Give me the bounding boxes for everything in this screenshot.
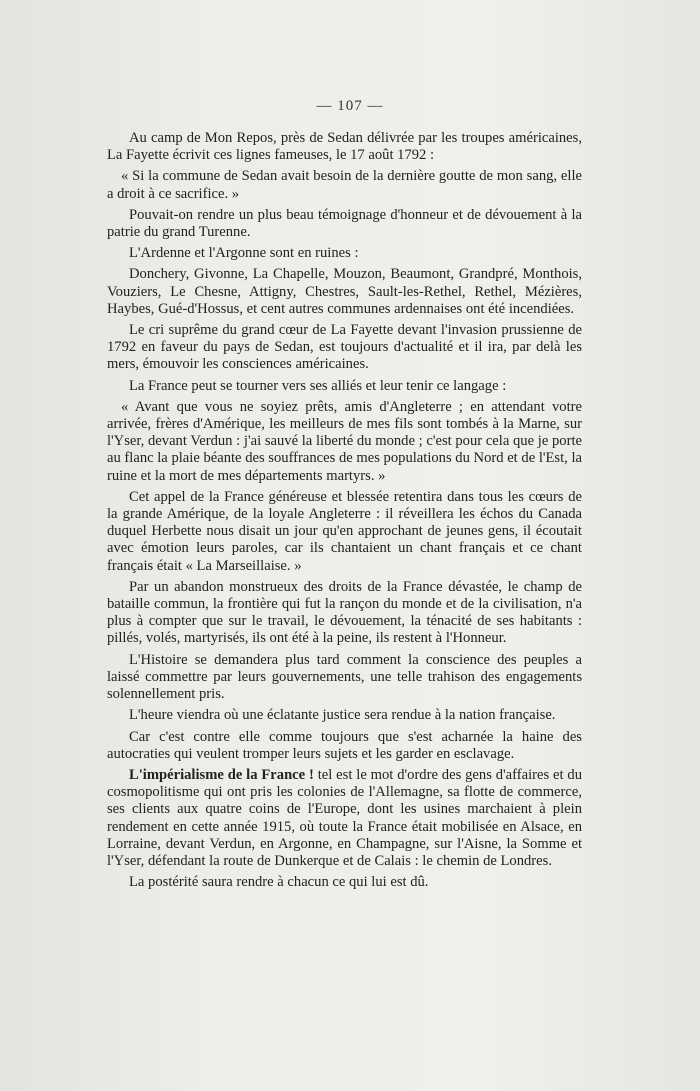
- paragraph-communes-list: Donchery, Givonne, La Chapelle, Mouzon, Beaumont, Grandpré, Monthois, Vouziers, Le Chesne, Attigny, Chestres, Sault-les-Rethel, Rethel, Mézières, Haybes, Gué-d'Hossus, et cent autres communes ardennaises ont été incendiées.: [107, 266, 582, 317]
- paragraph-imperialism: [107, 767, 582, 870]
- body-text: [107, 130, 582, 895]
- page-number: — 107 —: [316, 98, 384, 114]
- paragraph-france-allies: La France peut se tourner vers ses alliés et leur tenir ce langage :: [129, 377, 507, 394]
- quote-lafayette: « Si la commune de Sedan avait besoin de la dernière goutte de mon sang, elle a droit à ce sacrifice. »: [107, 168, 582, 202]
- paragraph-posterity: La postérité saura rendre à chacun ce qui lui est dû.: [129, 874, 429, 891]
- paragraph-supreme-cry: Le cri suprême du grand cœur de La Fayette devant l'invasion prussienne de 1792 en faveur du pays de Sedan, est toujours d'actualité et il ira, par delà les mers, émouvoir les consciences américaines.: [107, 322, 582, 373]
- paragraph-autocracies: Car c'est contre elle comme toujours que s'est acharnée la haine des autocraties qui veulent tromper leurs sujets et les garder en esclavage.: [107, 728, 582, 762]
- quote-france-speech: « Avant que vous ne soyiez prêts, amis d'Angleterre ; en attendant votre arrivée, frères d'Amérique, les meilleurs de mes fils sont tombés à la Marne, sur l'Yser, devant Verdun : j'ai sauvé la liberté du monde ; c'est pour cela que je porte au flanc la plaie béante des souffrances de mes populations du Nord et de l'Est, la ruine et la mort de mes départements martyrs. »: [107, 398, 582, 484]
- paragraph-lafayette-camp: Au camp de Mon Repos, près de Sedan délivrée par les troupes américaines, La Fayette écrivit ces lignes fameuses, le 17 août 1792 :: [107, 130, 582, 164]
- paragraph-appeal: Cet appel de la France généreuse et blessée retentira dans tous les cœurs de la grande Amérique, de la loyale Angleterre : il réveillera les échos du Canada duquel Herbette nous disait un jour qu'en approchant de jeunes gens, il écoutait avec émotion leurs paroles, car ils chantaient un chant français et ce chant français était « La Marseillaise. »: [107, 488, 582, 574]
- imperialism-rest: tel est le mot d'ordre des gens d'affaires et du cosmopolitisme qui ont pris les colonies de l'Allemagne, sa flotte de commerce, ses clients aux quatre coins de l'Europe, dont les usines marchaient à plein rendement en cette année 1915, où toute la France était mobilisée en Alsace, en Lorraine, devant Verdun, en Argonne, en Champagne, sur l'Aisne, la Somme et l'Yser, défendant la route de Dunkerque et de Calais : le chemin de Londres.: [107, 766, 582, 869]
- paragraph-testimony: Pouvait-on rendre un plus beau témoignage d'honneur et de dévouement à la patrie du grand Turenne.: [107, 206, 582, 241]
- paragraph-abandon: Par un abandon monstrueux des droits de la France dévastée, le champ de bataille commun, la frontière qui fut la rançon du monde et de la civilisation, n'a plus à compter que sur le travail, le dévouement, la ténacité de ses habitants : pillés, volés, martyrisés, ils ont été à la peine, ils restent à l'Honneur.: [107, 578, 582, 647]
- imperialism-lead: L'impérialisme de la France !: [129, 766, 314, 783]
- paragraph-history: L'Histoire se demandera plus tard comment la conscience des peuples a laissé commettre par leurs gouvernements, une telle trahison des engagements solennellement pris.: [107, 651, 582, 703]
- paragraph-ruins: L'Ardenne et l'Argonne sont en ruines :: [129, 245, 359, 262]
- paragraph-justice: L'heure viendra où une éclatante justice sera rendue à la nation française.: [129, 707, 556, 724]
